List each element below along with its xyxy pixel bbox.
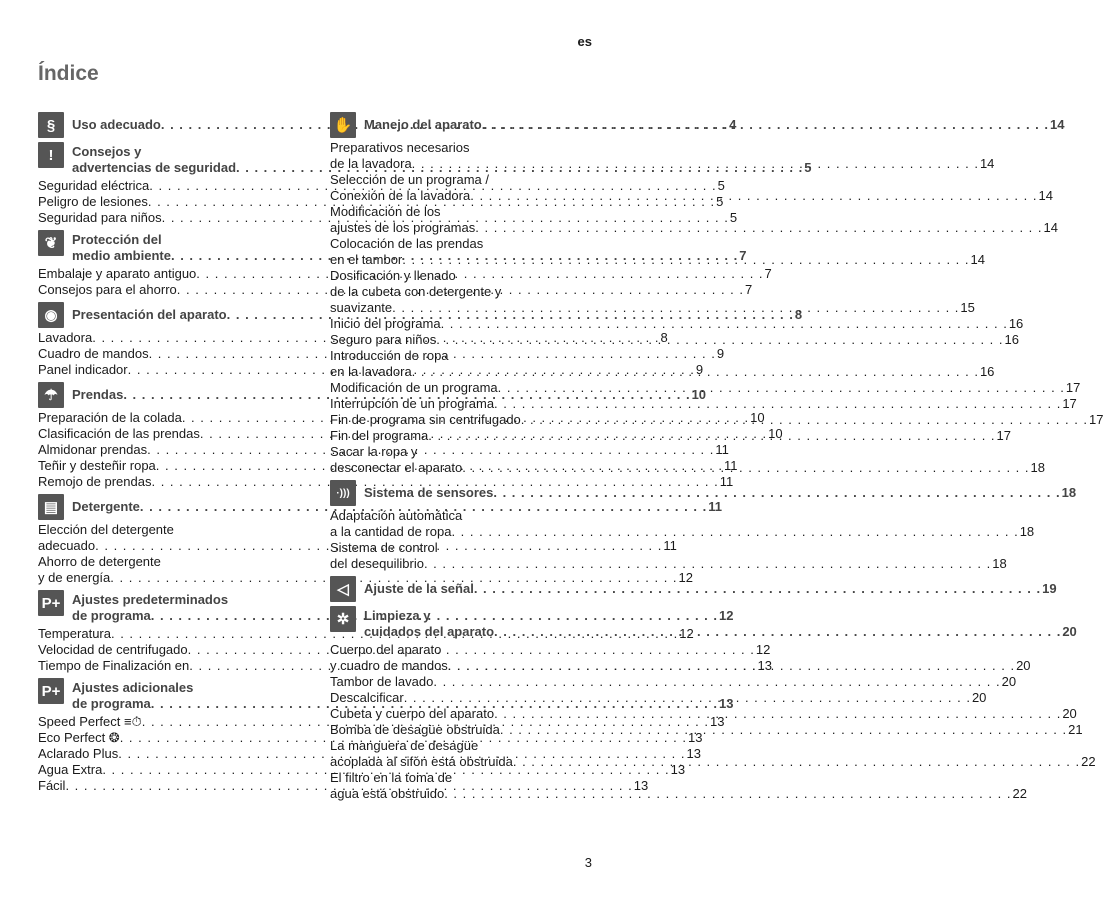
toc-entry-page: 12 — [719, 608, 734, 623]
language-code: es — [577, 34, 592, 49]
toc-entry-label: Modificación de los — [330, 204, 441, 219]
leader-dots — [462, 460, 1029, 476]
leader-dots — [451, 524, 1018, 540]
toc-entry-label: Peligro de lesiones — [38, 194, 148, 209]
toc-entry-label-line — [330, 348, 597, 364]
toc-entry-page: 20 — [971, 690, 987, 705]
toc-entry-label: Aclarado Plus — [38, 746, 119, 761]
toc-entry-page: 8 — [794, 307, 803, 322]
toc-entry-line — [330, 364, 995, 380]
toc-entry[interactable] — [330, 268, 975, 316]
toc-entry-line — [330, 252, 985, 268]
toc-entry-label: Ahorro de detergente — [38, 554, 161, 569]
toc-entry-page: 14 — [1038, 188, 1053, 203]
toc-entry-page: 18 — [1061, 485, 1077, 500]
leader-dots — [498, 380, 1065, 396]
toc-entry-label: agua está obstruido — [330, 786, 445, 801]
leader-dots — [441, 316, 1008, 332]
section-title — [364, 480, 1076, 506]
section-icon: ❦ — [38, 230, 64, 256]
toc-entry-page: 14 — [1043, 220, 1058, 235]
toc-entry[interactable] — [330, 140, 995, 172]
toc-entry-page: 11 — [663, 538, 677, 553]
toc-entry-page: 14 — [979, 156, 995, 171]
toc-entry-label: Cuerpo del aparato — [330, 642, 442, 657]
toc-entry-page: 17 — [1062, 396, 1077, 411]
toc-entry-page: 17 — [996, 428, 1012, 443]
toc-entry-page: 11 — [715, 442, 729, 457]
toc-entry[interactable] — [330, 204, 1058, 236]
section-icon: ! — [38, 142, 64, 168]
toc-entry-label: Sistema de control — [330, 540, 438, 555]
leader-dots — [474, 581, 1041, 597]
toc-entry-page: 22 — [1012, 786, 1027, 801]
toc-entry-line — [330, 556, 1007, 572]
toc-entry-label-line — [330, 444, 597, 460]
leader-dots — [392, 300, 959, 316]
section-title — [364, 112, 1064, 138]
toc-entry-label: Consejos y — [72, 144, 142, 159]
toc-entry-line — [364, 581, 1057, 597]
toc-entry-page: 9 — [716, 346, 725, 361]
toc-entry-page: 8 — [660, 330, 668, 345]
section-icon: ☂ — [38, 382, 64, 408]
toc-entry-label: Remojo de prendas — [38, 474, 152, 489]
toc-entry-page: 4 — [729, 117, 737, 132]
toc-entry-line — [330, 300, 975, 316]
toc-entry-label-line — [330, 770, 597, 786]
toc-entry-label: Limpieza y — [364, 608, 431, 623]
leader-dots — [424, 556, 991, 572]
toc-entry-label-line — [330, 172, 597, 188]
toc-entry[interactable] — [330, 236, 985, 268]
toc-entry-page: 10 — [750, 410, 765, 425]
toc-entry-label: Fin de programa sin centrifugado — [330, 412, 521, 427]
leader-dots — [402, 252, 969, 268]
toc-entry-label: Tambor de lavado — [330, 674, 434, 689]
toc-entry-label: Cuadro de mandos — [38, 346, 149, 361]
leader-dots — [500, 722, 1067, 738]
toc-entry-label: Panel indicador — [38, 362, 128, 377]
toc-entry-label: a la cantidad de ropa — [330, 524, 452, 539]
toc-entry-label: Seguro para niños — [330, 332, 437, 347]
leader-dots — [475, 220, 1042, 236]
toc-entry-page: 20 — [1062, 706, 1077, 721]
toc-entry-label: Fin del programa — [330, 428, 429, 443]
toc-entry-label: Conexión de la lavadora — [330, 188, 471, 203]
leader-dots — [444, 786, 1011, 802]
leader-dots — [433, 674, 1000, 690]
section-icon: § — [38, 112, 64, 138]
toc-entry-page: 12 — [755, 642, 771, 657]
toc-section-heading[interactable] — [330, 112, 1065, 138]
toc-entry-label-line — [38, 554, 305, 570]
leader-dots — [494, 624, 1061, 640]
toc-entry-label: advertencias de seguridad — [72, 160, 237, 175]
toc-entry-label: Seguridad para niños — [38, 210, 162, 225]
leader-dots — [448, 658, 1015, 674]
toc-entry[interactable] — [330, 316, 1024, 332]
toc-entry-page: 17 — [1089, 412, 1104, 427]
toc-entry-label-line — [330, 508, 597, 524]
toc-entry-label: Lavadora — [38, 330, 93, 345]
toc-entry-page: 17 — [1065, 380, 1081, 395]
toc-entry-line — [364, 624, 1077, 640]
page-number: 3 — [584, 855, 592, 870]
toc-entry-label: Descalcificar — [330, 690, 404, 705]
toc-entry-label: Teñir y desteñir ropa — [38, 458, 156, 473]
toc-entry-label: Bomba de desagüe obstruida — [330, 722, 500, 737]
toc-entry-label: de la lavadora — [330, 156, 412, 171]
leader-dots — [470, 188, 1037, 204]
toc-entry-label: de la cubeta con detergente y — [330, 284, 502, 299]
toc-entry-label: Eco Perfect ❂ — [38, 730, 120, 745]
toc-entry-label: en el tambor — [330, 252, 403, 267]
toc-entry-page: 7 — [739, 248, 747, 263]
toc-entry-label: Temperatura — [38, 626, 111, 641]
toc-entry-label: Ajustes predeterminados — [72, 592, 229, 607]
toc-entry-page: 18 — [1030, 460, 1045, 475]
toc-entry-label: Presentación del aparato — [72, 307, 227, 322]
toc-entry-label: Inicio del programa — [330, 316, 441, 331]
section-icon: ✋ — [330, 112, 356, 138]
toc-entry[interactable] — [38, 474, 734, 490]
toc-entry-page: 13 — [719, 696, 734, 711]
toc-entry-label-line — [330, 236, 597, 252]
toc-entry-page: 5 — [804, 160, 812, 175]
section-icon: ◉ — [38, 302, 64, 328]
toc-entry-page: 13 — [710, 714, 725, 729]
toc-entry-label: Sacar la ropa y — [330, 444, 418, 459]
toc-entry-label: Modificación de un programa — [330, 380, 498, 395]
toc-entry-page: 19 — [1042, 581, 1057, 596]
toc-entry-page: 21 — [1068, 722, 1083, 737]
toc-entry-page: 11 — [724, 458, 738, 473]
toc-entry-label: Protección del — [72, 232, 162, 247]
toc-entry-page: 16 — [1008, 316, 1024, 331]
toc-entry[interactable] — [330, 348, 995, 380]
toc-entry-label: Clasificación de las prendas — [38, 426, 200, 441]
toc-entry-label: de programa — [72, 608, 151, 623]
section-icon: ·))) — [330, 480, 356, 506]
toc-entry[interactable] — [330, 674, 1017, 690]
toc-entry-label: Colocación de las prendas — [330, 236, 484, 251]
toc-entry[interactable] — [330, 396, 1077, 412]
toc-entry-label: Fácil — [38, 778, 66, 793]
toc-entry-page: 16 — [1004, 332, 1019, 347]
toc-entry-label: Sistema de sensores — [364, 485, 494, 500]
toc-entry-page: 11 — [708, 499, 722, 514]
toc-entry-page: 7 — [745, 282, 753, 297]
toc-entry-page: 10 — [691, 387, 707, 402]
toc-entry-label: Ajuste de la señal — [364, 581, 474, 596]
toc-entry-page: 7 — [764, 266, 772, 281]
section-icon: P+ — [38, 678, 64, 704]
toc-entry-line — [330, 156, 995, 172]
toc-entry-label: y de energía — [38, 570, 111, 585]
section-icon: P+ — [38, 590, 64, 616]
toc-entry-page: 10 — [768, 426, 783, 441]
toc-entry-label: Selección de un programa / — [330, 172, 489, 187]
section-icon: ✲ — [330, 606, 356, 632]
toc-entry-label: Velocidad de centrifugado — [38, 642, 188, 657]
toc-entry-label-line — [330, 540, 597, 556]
toc-entry-label: Elección del detergente — [38, 522, 174, 537]
toc-entry-label-line — [330, 204, 597, 220]
toc-entry-line — [330, 524, 1035, 540]
toc-entry-label-line — [364, 608, 1077, 624]
toc-entry-page: 13 — [633, 778, 649, 793]
toc-entry-page: 13 — [686, 746, 701, 761]
toc-entry-page: 22 — [1081, 754, 1096, 769]
leader-dots — [521, 412, 1088, 428]
toc-entry-page: 5 — [716, 194, 724, 209]
toc-entry-label: del desequilibrio — [330, 556, 424, 571]
toc-entry-label-line — [330, 284, 597, 300]
toc-entry-label: medio ambiente — [72, 248, 171, 263]
toc-entry-label: El filtro en la toma de — [330, 770, 453, 785]
toc-entry[interactable] — [330, 508, 1035, 540]
toc-entry-label-line — [330, 642, 597, 658]
toc-entry-page: 14 — [970, 252, 985, 267]
toc-entry-line — [330, 188, 1053, 204]
toc-entry-line — [330, 786, 1027, 802]
leader-dots — [428, 428, 995, 444]
toc-entry-page: 9 — [695, 362, 704, 377]
toc-entry-page: 20 — [1062, 624, 1077, 639]
toc-entry-label: Agua Extra — [38, 762, 103, 777]
section-icon: ◁ — [330, 576, 356, 602]
toc-entry-label: Preparación de la colada — [38, 410, 182, 425]
leader-dots — [412, 156, 979, 172]
toc-entry-line — [364, 485, 1076, 501]
toc-entry-label: Cubeta y cuerpo del aparato — [330, 706, 495, 721]
toc-entry-label: cuidados del aparato — [364, 624, 495, 639]
leader-dots — [404, 690, 971, 706]
toc-entry-label-line — [330, 268, 597, 284]
toc-entry-page: 20 — [1016, 658, 1031, 673]
toc-entry-label: Almidonar prendas — [38, 442, 148, 457]
toc-entry-label: La manguera de desagüe — [330, 738, 479, 753]
toc-entry-label: y cuadro de mandos — [330, 658, 448, 673]
toc-entry-label: Interrupción de un programa — [330, 396, 495, 411]
toc-entry-label: en la lavadora — [330, 364, 412, 379]
leader-dots — [494, 396, 1061, 412]
toc-entry-page: 11 — [719, 474, 734, 489]
toc-entry-page: 18 — [1019, 524, 1035, 539]
toc-entry-label: Consejos para el ahorro — [38, 282, 177, 297]
toc-entry-line — [364, 117, 1064, 133]
section-title — [364, 576, 1057, 602]
leader-dots — [412, 364, 979, 380]
toc-entry-label-line — [330, 738, 597, 754]
toc-entry-label: Speed Perfect ≡⏱ — [38, 714, 142, 729]
toc-entry-page: 16 — [979, 364, 995, 379]
toc-entry-label-line — [330, 140, 597, 156]
leader-dots — [482, 117, 1049, 133]
leader-dots — [513, 754, 1080, 770]
toc-entry-label: Preparativos necesarios — [330, 140, 470, 155]
toc-entry-page: 13 — [757, 658, 772, 673]
toc-entry-label: Tiempo de Finalización en — [38, 658, 190, 673]
toc-entry-page: 15 — [960, 300, 975, 315]
toc-entry-label: de programa — [72, 696, 151, 711]
toc-entry-page: 5 — [729, 210, 738, 225]
toc-entry-line — [38, 570, 694, 586]
toc-entry-label: ajustes de los programas — [330, 220, 476, 235]
toc-entry-label: Prendas — [72, 387, 124, 402]
toc-entry-page: 12 — [679, 626, 694, 641]
leader-dots — [436, 332, 1003, 348]
toc-entry-page: 13 — [687, 730, 703, 745]
toc-entry[interactable] — [330, 332, 1019, 348]
toc-entry-label: desconectar el aparato — [330, 460, 463, 475]
toc-entry-label: Adaptación automática — [330, 508, 463, 523]
toc-entry-page: 18 — [992, 556, 1007, 571]
toc-entry-label: adecuado — [38, 538, 96, 553]
toc-entry-page: 5 — [717, 178, 725, 193]
toc-entry-label: Detergente — [72, 499, 140, 514]
section-title — [364, 606, 1077, 640]
toc-entry-label: acoplada al sifón está obstruida — [330, 754, 513, 769]
toc-entry-label: Manejo del aparato — [364, 117, 482, 132]
toc-entry-label-line — [38, 522, 305, 538]
toc-entry-page: 12 — [678, 570, 694, 585]
page-title: Índice — [38, 62, 99, 85]
toc-entry-page: 13 — [670, 762, 686, 777]
toc-entry-line — [330, 220, 1058, 236]
toc-entry[interactable] — [330, 172, 1053, 204]
toc-entry-label: suavizante — [330, 300, 393, 315]
toc-entry-label: Embalaje y aparato antiguo — [38, 266, 197, 281]
toc-entry-label: Seguridad eléctrica — [38, 178, 150, 193]
toc-entry-page: 20 — [1001, 674, 1017, 689]
leader-dots — [493, 485, 1060, 501]
toc-entry-label: Dosificación y llenado — [330, 268, 456, 283]
section-icon: ▤ — [38, 494, 64, 520]
toc-entry-page: 14 — [1050, 117, 1065, 132]
leader-dots — [494, 706, 1061, 722]
toc-entry-label: Ajustes adicionales — [72, 680, 194, 695]
toc-entry-label: Introducción de ropa — [330, 348, 449, 363]
toc-entry-label: Uso adecuado — [72, 117, 161, 132]
